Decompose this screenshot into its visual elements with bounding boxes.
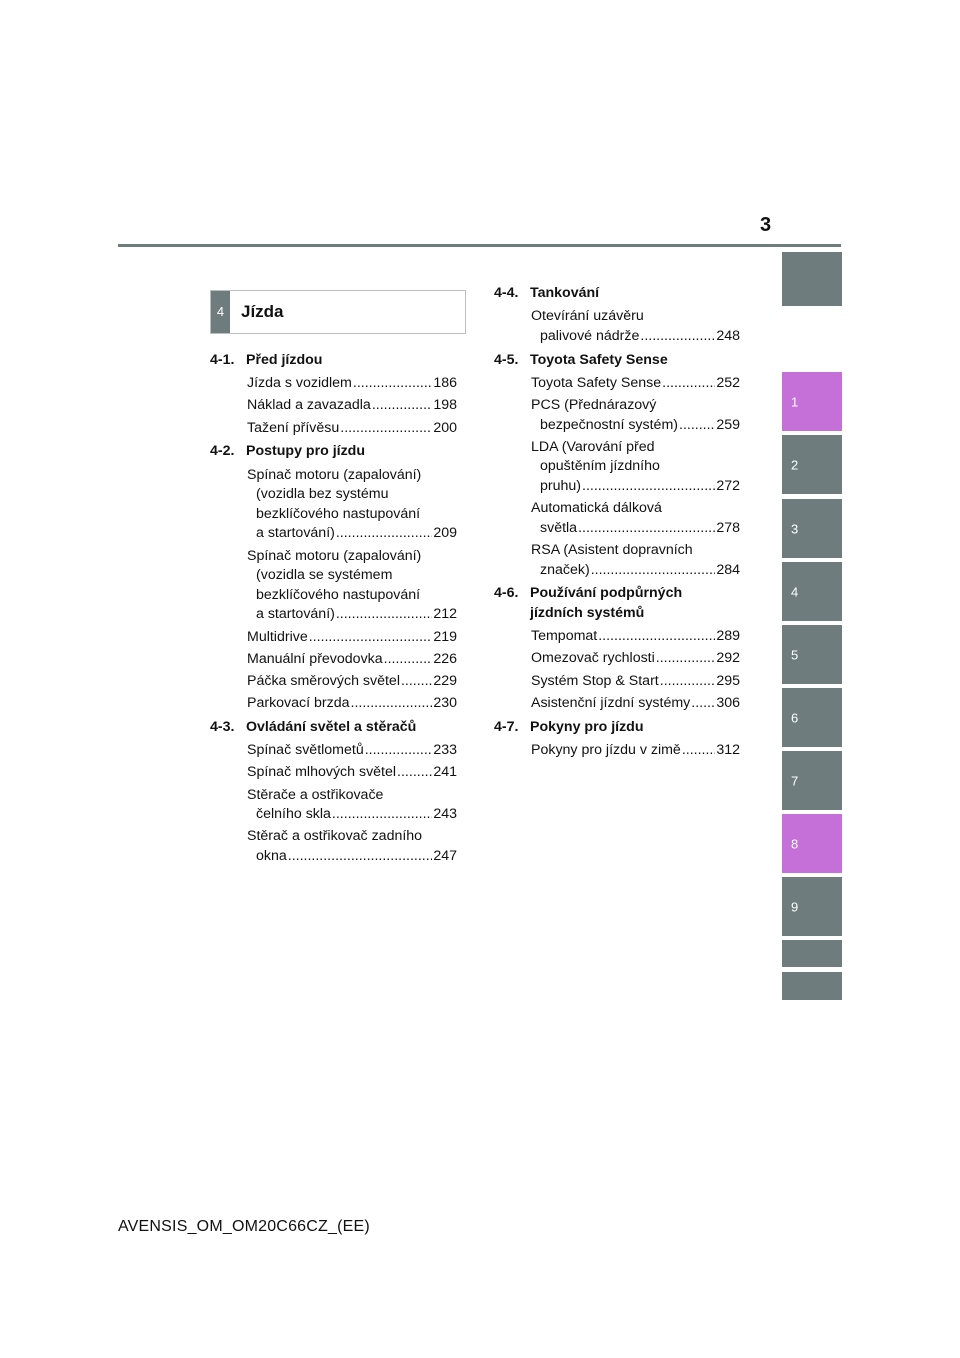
toc-page-number: 219 — [433, 628, 457, 645]
toc-section-title: Pokyny pro jízdu — [530, 718, 644, 735]
toc-page-number: 243 — [433, 806, 457, 823]
toc-entry-text: Manuální převodovka — [247, 650, 383, 667]
dot-leader — [309, 628, 433, 648]
dot-leader — [679, 416, 715, 436]
toc-entry[interactable] — [531, 672, 740, 692]
toc-entry-text: Automatická dálková — [531, 500, 662, 517]
toc-page-number: 289 — [716, 628, 740, 645]
page-number: 3 — [760, 214, 772, 236]
chapter-tab[interactable] — [782, 814, 842, 873]
toc-entry-text: (vozidla se systémem — [256, 567, 393, 584]
chapter-tab[interactable] — [782, 972, 842, 1000]
toc-page-number: 272 — [716, 477, 740, 494]
toc-entry-text: Asistenční jízdní systémy — [531, 694, 691, 711]
toc-section-heading — [494, 719, 644, 735]
chapter-tab-label: 2 — [791, 457, 799, 472]
chapter-tab[interactable] — [782, 252, 842, 306]
toc-entry-text: značek) — [540, 561, 590, 578]
toc-entry[interactable] — [247, 827, 457, 866]
toc-entry-text: bezpečnostní systém) — [540, 416, 678, 433]
toc-page-number: 312 — [716, 741, 740, 758]
toc-page-number: 252 — [716, 374, 740, 391]
toc-entry[interactable] — [247, 694, 457, 714]
toc-entry-text: opuštěním jízdního — [540, 458, 660, 475]
toc-page-number: 229 — [433, 673, 457, 689]
toc-section-title: Ovládání světel a stěračů — [246, 719, 417, 735]
toc-entry-text: Toyota Safety Sense — [531, 374, 662, 391]
chapter-header — [210, 290, 466, 334]
chapter-tab[interactable] — [782, 372, 842, 431]
toc-entry-text: a startování) — [256, 606, 335, 623]
toc-entry[interactable] — [247, 741, 457, 761]
chapter-tab-label: 3 — [791, 521, 799, 536]
toc-section-number: 4-3. — [210, 719, 235, 735]
dot-leader — [332, 805, 432, 825]
dot-leader — [682, 741, 716, 761]
toc-entry-text: Parkovací brzda — [247, 695, 350, 712]
toc-section-number: 4-6. — [494, 585, 519, 602]
dot-leader — [397, 763, 432, 783]
toc-page-number: 247 — [433, 847, 457, 864]
toc-entry-text: Páčka směrových světel — [247, 673, 400, 689]
footer-code: AVENSIS_OM_OM20C66CZ_(EE) — [118, 1218, 370, 1235]
header-rule — [118, 244, 841, 247]
toc-section-title: Tankování — [530, 285, 600, 301]
toc-entry-text: palivové nádrže — [540, 327, 640, 344]
toc-entry[interactable] — [247, 786, 457, 825]
chapter-tab[interactable] — [782, 625, 842, 684]
dot-leader — [340, 419, 432, 439]
toc-entry[interactable] — [531, 694, 740, 714]
toc-entry[interactable] — [531, 307, 740, 346]
dot-leader — [660, 672, 716, 692]
toc-page-number: 292 — [716, 650, 740, 667]
toc-entry-text: Spínač motoru (zapalování) — [247, 466, 422, 483]
toc-entry[interactable] — [247, 419, 457, 439]
toc-section-title: Postupy pro jízdu — [246, 443, 366, 460]
toc-section-heading — [210, 719, 416, 735]
chapter-tab-label: 7 — [791, 773, 799, 788]
toc-entry[interactable] — [247, 672, 457, 692]
toc-entry-text: Multidrive — [247, 628, 308, 645]
toc-page-number: 226 — [433, 650, 457, 667]
toc-entry-text: čelního skla — [256, 806, 331, 823]
toc-entry-text: Tažení přívěsu — [247, 419, 340, 436]
toc-entry[interactable] — [247, 628, 457, 648]
dot-leader — [662, 374, 715, 394]
toc-page-number: 278 — [716, 519, 740, 536]
toc-section-number: 4-7. — [494, 718, 519, 735]
toc-page-number: 212 — [433, 606, 457, 623]
toc-section-title-continued: jízdních systémů — [530, 605, 645, 621]
toc-entry-text: Systém Stop & Start — [531, 672, 659, 689]
chapter-tab-label: 4 — [791, 584, 799, 599]
toc-section-heading — [494, 585, 682, 601]
chapter-number: 4 — [211, 291, 230, 333]
toc-section-heading — [210, 443, 365, 459]
toc-section-title: Před jízdou — [246, 352, 323, 368]
chapter-tab[interactable] — [782, 940, 842, 967]
toc-entry[interactable] — [247, 396, 457, 416]
dot-leader — [656, 649, 716, 669]
toc-entry[interactable] — [247, 374, 457, 394]
chapter-tab-label: 9 — [791, 899, 799, 914]
dot-leader — [591, 561, 716, 581]
toc-entry[interactable] — [531, 438, 740, 497]
chapter-tab-label: 1 — [791, 394, 799, 409]
toc-entry-text: Náklad a zavazadla — [247, 397, 371, 414]
dot-leader — [598, 627, 715, 647]
toc-entry[interactable] — [247, 466, 457, 544]
toc-entry-text: bezklíčového nastupování — [256, 505, 421, 522]
toc-entry[interactable] — [531, 541, 740, 580]
toc-entry-text: (vozidla bez systému — [256, 486, 389, 503]
toc-section-number: 4-2. — [210, 443, 235, 460]
dot-leader — [336, 605, 432, 625]
toc-page-number: 209 — [433, 525, 457, 542]
toc-entry-text: Jízda s vozidlem — [247, 375, 352, 392]
toc-section-heading — [210, 352, 322, 368]
toc-section-heading — [494, 285, 599, 301]
chapter-tab[interactable] — [782, 688, 842, 747]
chapter-tab-label: 5 — [791, 647, 799, 662]
dot-leader — [288, 847, 433, 867]
dot-leader — [582, 477, 715, 497]
toc-entry-text: bezklíčového nastupování — [256, 586, 421, 603]
toc-entry-text: Tempomat — [531, 628, 598, 645]
toc-entry-text: Spínač mlhových světel — [247, 764, 397, 781]
toc-entry-text: Pokyny pro jízdu v zimě — [531, 741, 681, 758]
toc-page-number: 233 — [433, 742, 457, 759]
toc-section-number: 4-1. — [210, 352, 235, 368]
toc-section-number: 4-4. — [494, 285, 519, 301]
chapter-tab-label: 6 — [791, 710, 799, 725]
toc-entry-text: Stěrač a ostřikovač zadního — [247, 828, 423, 845]
toc-page-number: 306 — [716, 694, 740, 711]
toc-entry[interactable] — [531, 649, 740, 669]
chapter-tab[interactable] — [782, 877, 842, 936]
chapter-tab[interactable] — [782, 499, 842, 558]
dot-leader — [384, 650, 433, 670]
dot-leader — [401, 672, 432, 692]
toc-page-number: 186 — [433, 375, 457, 392]
toc-entry-text: PCS (Přednárazový — [531, 397, 657, 413]
toc-entry-text: pruhu) — [540, 477, 582, 494]
chapter-tab[interactable] — [782, 562, 842, 621]
toc-section-title: Toyota Safety Sense — [530, 351, 668, 368]
toc-entry[interactable] — [531, 627, 740, 647]
toc-page-number: 259 — [716, 416, 740, 433]
toc-section-heading — [494, 352, 668, 368]
dot-leader — [691, 694, 715, 714]
toc-page-number: 230 — [433, 695, 457, 712]
toc-page-number: 198 — [433, 397, 457, 414]
toc-section-title: Používání podpůrných — [530, 585, 683, 602]
toc-page-number: 241 — [433, 764, 457, 781]
dot-leader — [578, 519, 715, 539]
toc-entry-text: Otevírání uzávěru — [531, 308, 644, 325]
dot-leader — [351, 694, 433, 714]
toc-entry[interactable] — [247, 650, 457, 670]
toc-page-number: 200 — [433, 419, 457, 436]
dot-leader — [640, 327, 715, 347]
toc-entry[interactable] — [531, 499, 740, 538]
toc-entry-text: RSA (Asistent dopravních — [531, 542, 693, 558]
toc-page-number: 295 — [716, 672, 740, 689]
toc-entry[interactable] — [247, 547, 457, 625]
toc-entry-text: Omezovač rychlosti — [531, 650, 655, 667]
toc-entry-text: Stěrače a ostřikovače — [247, 786, 384, 803]
dot-leader — [336, 524, 432, 544]
dot-leader — [372, 396, 433, 416]
chapter-tab[interactable] — [782, 435, 842, 494]
toc-entry-text: LDA (Varování před — [531, 438, 655, 455]
dot-leader — [353, 374, 432, 394]
toc-entry-text: okna — [256, 847, 287, 864]
toc-entry[interactable] — [531, 374, 740, 394]
chapter-tab-label: 8 — [791, 836, 799, 851]
toc-section-number: 4-5. — [494, 351, 519, 368]
chapter-title: Jízda — [241, 302, 284, 321]
toc-entry-text: a startování) — [256, 525, 335, 542]
toc-page-number: 248 — [716, 327, 740, 344]
toc-page-number: 284 — [716, 561, 740, 578]
toc-entry[interactable] — [531, 741, 740, 761]
toc-entry[interactable] — [247, 763, 457, 783]
dot-leader — [365, 741, 433, 761]
toc-entry[interactable] — [531, 396, 740, 435]
toc-entry-text: Spínač motoru (zapalování) — [247, 547, 422, 564]
toc-entry-text: Spínač světlometů — [247, 742, 364, 759]
chapter-tab[interactable] — [782, 751, 842, 810]
toc-entry-text: světla — [540, 519, 578, 536]
